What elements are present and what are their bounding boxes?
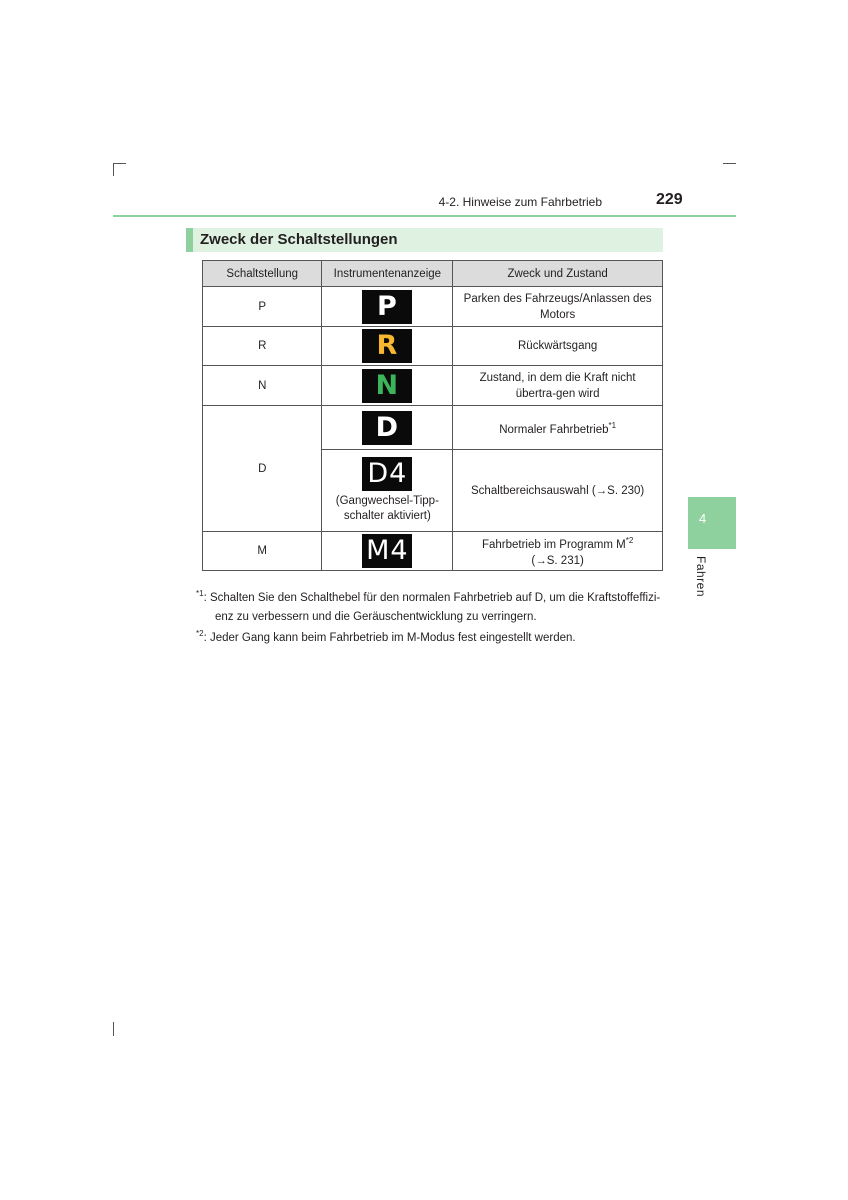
table-row bbox=[203, 366, 663, 406]
crop-mark bbox=[113, 163, 126, 164]
table-row bbox=[203, 327, 663, 366]
cell-purpose bbox=[453, 532, 663, 571]
header-section-title: 4-2. Hinweise zum Fahrbetrieb bbox=[438, 195, 602, 209]
footnote-mark: *1 bbox=[196, 589, 204, 598]
crop-mark bbox=[723, 163, 736, 164]
indicator-m4-icon: M4 bbox=[362, 534, 412, 568]
cell-position: M bbox=[203, 532, 322, 571]
footnote-mark: *2 bbox=[196, 629, 204, 638]
table-row bbox=[203, 287, 663, 327]
table-header-row bbox=[203, 261, 663, 287]
cell-position: P bbox=[203, 287, 322, 327]
cell-position: N bbox=[203, 366, 322, 406]
indicator-r-icon: R bbox=[362, 329, 412, 363]
crop-mark bbox=[113, 163, 114, 176]
column-header-purpose: Zweck und Zustand bbox=[453, 261, 663, 287]
cell-purpose bbox=[453, 406, 663, 450]
footnote-text: : Jeder Gang kann beim Fahrbetrieb im M-Modus fest eingestellt werden. bbox=[203, 631, 576, 644]
shift-position-table bbox=[202, 260, 663, 571]
purpose-text: Normaler Fahrbetrieb bbox=[499, 423, 609, 436]
footnote-text-continued: enz zu verbessern und die Geräuschentwicklung zu verringern. bbox=[215, 610, 537, 623]
page-number: 229 bbox=[656, 191, 683, 208]
chapter-label: Fahren bbox=[694, 556, 708, 598]
column-header-position: Schaltstellung bbox=[203, 261, 322, 287]
cell-indicator bbox=[322, 406, 453, 450]
cell-purpose: Rückwärtsgang bbox=[453, 327, 663, 366]
indicator-p-icon: P bbox=[362, 290, 412, 324]
footnote-text: : Schalten Sie den Schalthebel für den normalen Fahrbetrieb auf D, um die Kraftstoffeffizi- bbox=[203, 591, 661, 604]
indicator-note: (Gangwechsel-Tipp-schalter aktiviert) bbox=[335, 495, 439, 522]
section-heading-text: Zweck der Schaltstellungen bbox=[200, 231, 398, 248]
footnote-1 bbox=[196, 584, 666, 627]
section-heading bbox=[186, 228, 663, 252]
footnote-ref: *1 bbox=[608, 420, 617, 430]
header-rule bbox=[113, 215, 736, 217]
indicator-d4-icon: D4 bbox=[362, 457, 412, 491]
table-row bbox=[203, 406, 663, 450]
cell-purpose: Zustand, in dem die Kraft nicht übertra-gen wird bbox=[453, 366, 663, 406]
indicator-n-icon: N bbox=[362, 369, 412, 403]
cell-purpose: Parken des Fahrzeugs/Anlassen des Motors bbox=[453, 287, 663, 327]
footnote-ref: *2 bbox=[625, 536, 634, 546]
cell-indicator bbox=[322, 366, 453, 406]
crop-mark bbox=[113, 1022, 114, 1036]
chapter-tab bbox=[688, 497, 736, 549]
cell-indicator bbox=[322, 532, 453, 571]
footnote-2 bbox=[196, 624, 666, 648]
cell-indicator bbox=[322, 287, 453, 327]
page-reference: (→S. 231) bbox=[531, 554, 584, 567]
cell-indicator bbox=[322, 327, 453, 366]
chapter-number: 4 bbox=[699, 511, 707, 526]
cell-purpose: Schaltbereichsauswahl (→S. 230) bbox=[453, 450, 663, 532]
cell-position: R bbox=[203, 327, 322, 366]
column-header-indicator: Instrumentenanzeige bbox=[322, 261, 453, 287]
indicator-d-icon: D bbox=[362, 411, 412, 445]
purpose-text: Fahrbetrieb im Programm M bbox=[481, 538, 626, 551]
cell-indicator bbox=[322, 450, 453, 532]
table-row bbox=[203, 532, 663, 571]
cell-position: D bbox=[203, 406, 322, 532]
